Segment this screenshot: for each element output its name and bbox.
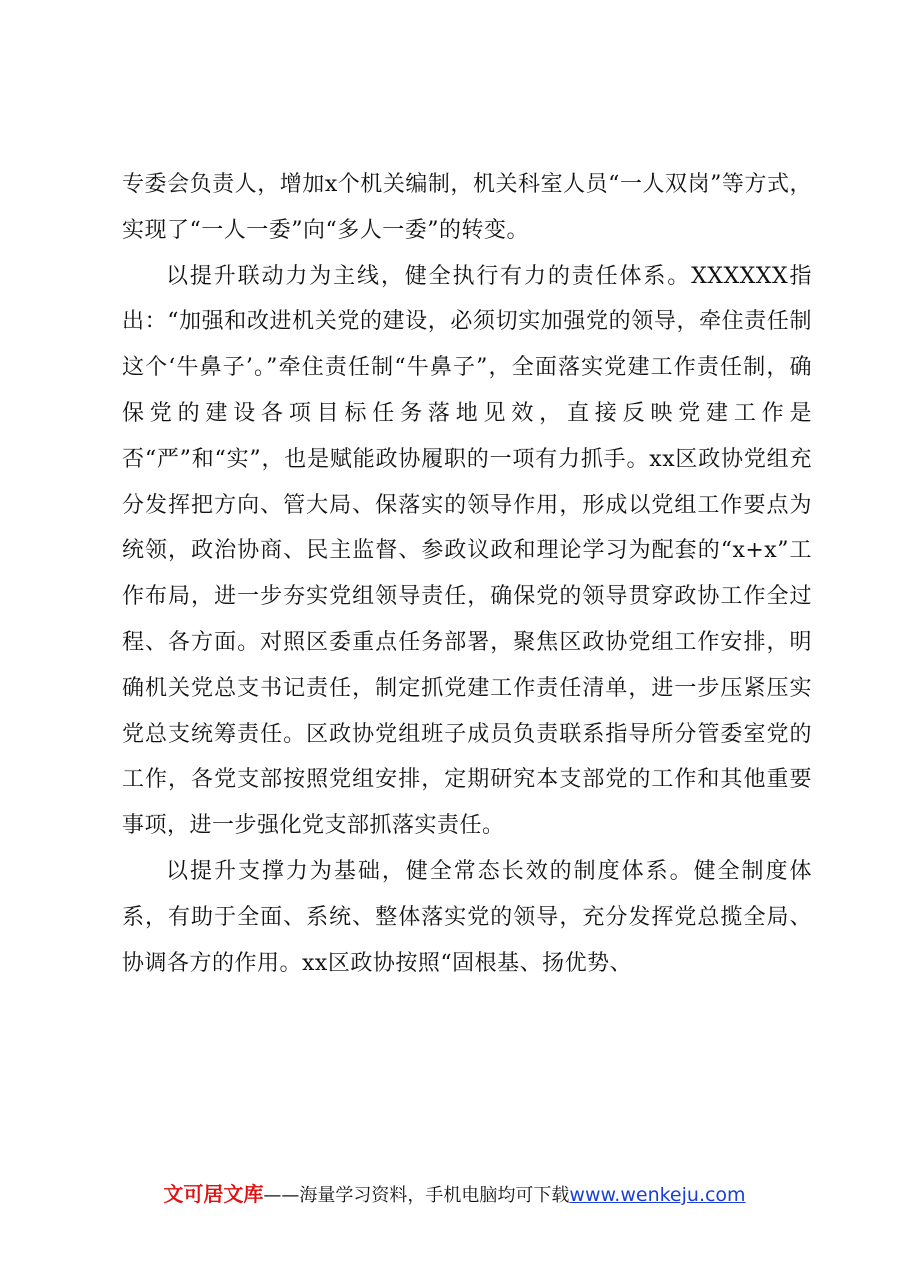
footer-banner [0, 1180, 909, 1210]
footer-url-link[interactable]: www.wenkeju.com [569, 1184, 746, 1206]
footer-brand: 文可居文库 [163, 1182, 264, 1206]
paragraph-institution-system: 以提升支撑力为基础，健全常态长效的制度体系。健全制度体系，有助于全面、系统、整体落实党的领导，充分发挥党总揽全局、协调各方的作用。xx区政协按照“固根基、扬优势、 [122, 858, 812, 976]
footer-tagline: ——海量学习资料，手机电脑均可下载 [263, 1185, 570, 1206]
paragraph-continued: 专委会负责人，增加x个机关编制，机关科室人员“一人双岗”等方式，实现了“一人一委”向“多人一委”的转变。 [122, 172, 812, 243]
paragraph-responsibility-system: 以提升联动力为主线，健全执行有力的责任体系。XXXXXX指出：“加强和改进机关党的建设，必须切实加强党的领导，牵住责任制这个‘牛鼻子’。”牵住责任制“牛鼻子”，全面落实党建工作责任制，确保党的建设各项目标任务落地见效，直接反映党建工作是否“严”和“实”，也是赋能政协履职的一项有力抓手。xx区政协党组充分发挥把方向、管大局、保落实的领导作用，形成以党组工作要点为统领，政治协商、民主监督、参政议政和理论学习为配套的“x+x”工作布局，进一步夯实党组领导责任，确保党的领导贯穿政协工作全过程、各方面。对照区委重点任务部署，聚焦区政协党组工作安排，明确机关党总支书记责任，制定抓党建工作责任清单，进一步压紧压实党总支统筹责任。区政协党组班子成员负责联系指导所分管委室党的工作，各党支部按照党组安排，定期研究本支部党的工作和其他重要事项，进一步强化党支部抓落实责任。 [122, 263, 812, 839]
document-body [122, 162, 812, 986]
